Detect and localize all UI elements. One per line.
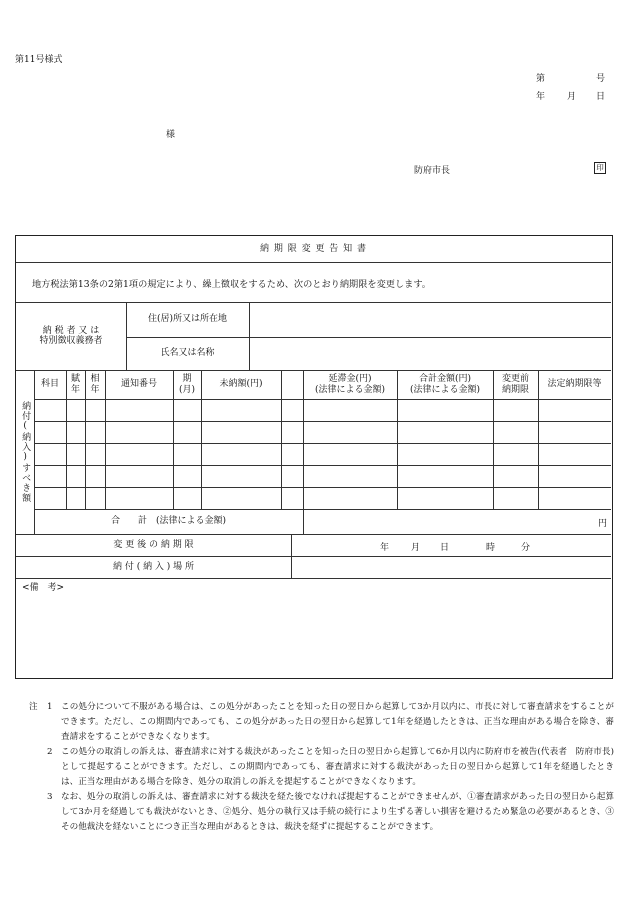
note-item: [29, 790, 614, 835]
payable-amount-side-label: [16, 370, 34, 534]
note-text: この処分について不服がある場合は、この処分があったことを知った日の翌日から起算して3か月以内に、市長に対して審査請求をすることができます。ただし、この期間内であっても、この処分があった日の翌日から起算して1年を経過したときは、正当な理由がある場合を除き、審査請求をすることができなくなります。: [61, 702, 614, 742]
note-mark: 注: [29, 702, 38, 712]
col-header-statutory-deadline: 法定納期限等: [547, 379, 602, 390]
seal-mark: 印: [594, 162, 606, 174]
col-header-delinquency-l2: (法律による金額): [314, 384, 386, 395]
col-header-assessment-year-l2: 年: [70, 384, 80, 395]
form-number: 第11号様式: [15, 55, 63, 65]
col-header-corresponding-year-l1: 相: [90, 374, 100, 385]
col-header-delinquency: [303, 370, 397, 399]
payable-amount-text: 納付(納入)すべき額: [20, 401, 31, 503]
name-label: 氏名又は名称: [160, 348, 215, 359]
payment-place-label: 納 付 ( 納 入 ) 場 所: [112, 561, 195, 572]
new-deadline-month: 月: [411, 543, 421, 553]
col-header-assessment-year-l1: 賦: [70, 374, 80, 385]
note-item: [29, 700, 614, 745]
col-header-prior-deadline-l2: 納期限: [501, 384, 529, 395]
note-text: この処分の取消しの訴えは、審査請求に対する裁決があったことを知った日の翌日から起算して6か月以内に防府市を被告(代表者 防府市長)として提起することができます。ただし、この期間内であっても、審査請求に対する裁決があった日の翌日から起算して1年を経過したときは、正当な理由がある場合を除き、処分の取消しの訴えを提起することができなくなります。: [61, 747, 614, 787]
notes-section: [29, 700, 614, 835]
date-day-label: 日: [596, 92, 606, 102]
col-header-total-l2: (法律による金額): [409, 384, 481, 395]
date-year-label: 年: [536, 92, 546, 102]
taxpayer-label-line1: 納 税 者 又 は: [42, 325, 100, 336]
taxpayer-label: [16, 302, 126, 370]
form-title: 納 期 限 変 更 告 知 書: [259, 243, 368, 254]
col-header-total: [397, 370, 493, 399]
number-go-label: 号: [596, 74, 606, 84]
number-dai-label: 第: [536, 74, 546, 84]
issuer-name: 防府市長: [414, 166, 451, 176]
legal-basis-statement: 地方税法第13条の2第1項の規定により、繰上徴収をするため、次のとおり納期限を変更します。: [32, 279, 431, 290]
remarks-label: <備 考>: [22, 583, 65, 593]
note-number: 1: [47, 702, 53, 712]
new-deadline-year: 年: [380, 543, 390, 553]
note-number: 2: [47, 747, 53, 757]
col-header-corresponding-year-l2: 年: [90, 384, 100, 395]
note-number: 3: [47, 792, 53, 802]
col-header-subject: 科目: [40, 379, 59, 390]
col-header-notice-number: 通知番号: [120, 379, 157, 390]
col-header-period-l1: 期: [182, 374, 192, 385]
col-header-delinquency-l1: 延滞金(円): [328, 374, 372, 385]
col-header-assessment-year: [66, 370, 85, 399]
address-field: [250, 303, 610, 336]
date-month-label: 月: [567, 92, 577, 102]
col-header-unpaid: 未納額(円): [219, 379, 263, 390]
col-header-period: [173, 370, 201, 399]
notice-form: [15, 235, 613, 679]
col-header-corresponding-year: [85, 370, 105, 399]
note-text: なお、処分の取消しの訴えは、審査請求に対する裁決を経た後でなければ提起することができませんが、①審査請求があった日の翌日から起算して3か月を経過しても裁決がないとき、②処分、処分の執行又は手続の続行により生ずる著しい損害を避けるため緊急の必要があるとき、③その他裁決を経ないことにつき正当な理由があるときは、裁決を経ずに提起することができます。: [61, 792, 614, 832]
new-deadline-label: 変 更 後 の 納 期 限: [113, 539, 194, 550]
address-label: 住(居)所又は所在地: [147, 314, 228, 325]
name-field: [250, 338, 610, 369]
new-deadline-minute: 分: [521, 543, 531, 553]
note-item: [29, 745, 614, 790]
col-header-prior-deadline: [493, 370, 538, 399]
taxpayer-label-line2: 特別徴収義務者: [39, 336, 103, 346]
new-deadline-hour: 時: [486, 543, 496, 553]
total-unit: 円: [597, 519, 607, 529]
col-header-period-l2: (月): [178, 384, 196, 395]
col-header-total-l1: 合計金額(円): [418, 374, 472, 385]
addressee-honorific: 様: [166, 130, 176, 140]
col-header-prior-deadline-l1: 変更前: [501, 374, 529, 385]
total-label: 合 計 (法律による金額): [110, 516, 227, 527]
new-deadline-day: 日: [440, 543, 450, 553]
